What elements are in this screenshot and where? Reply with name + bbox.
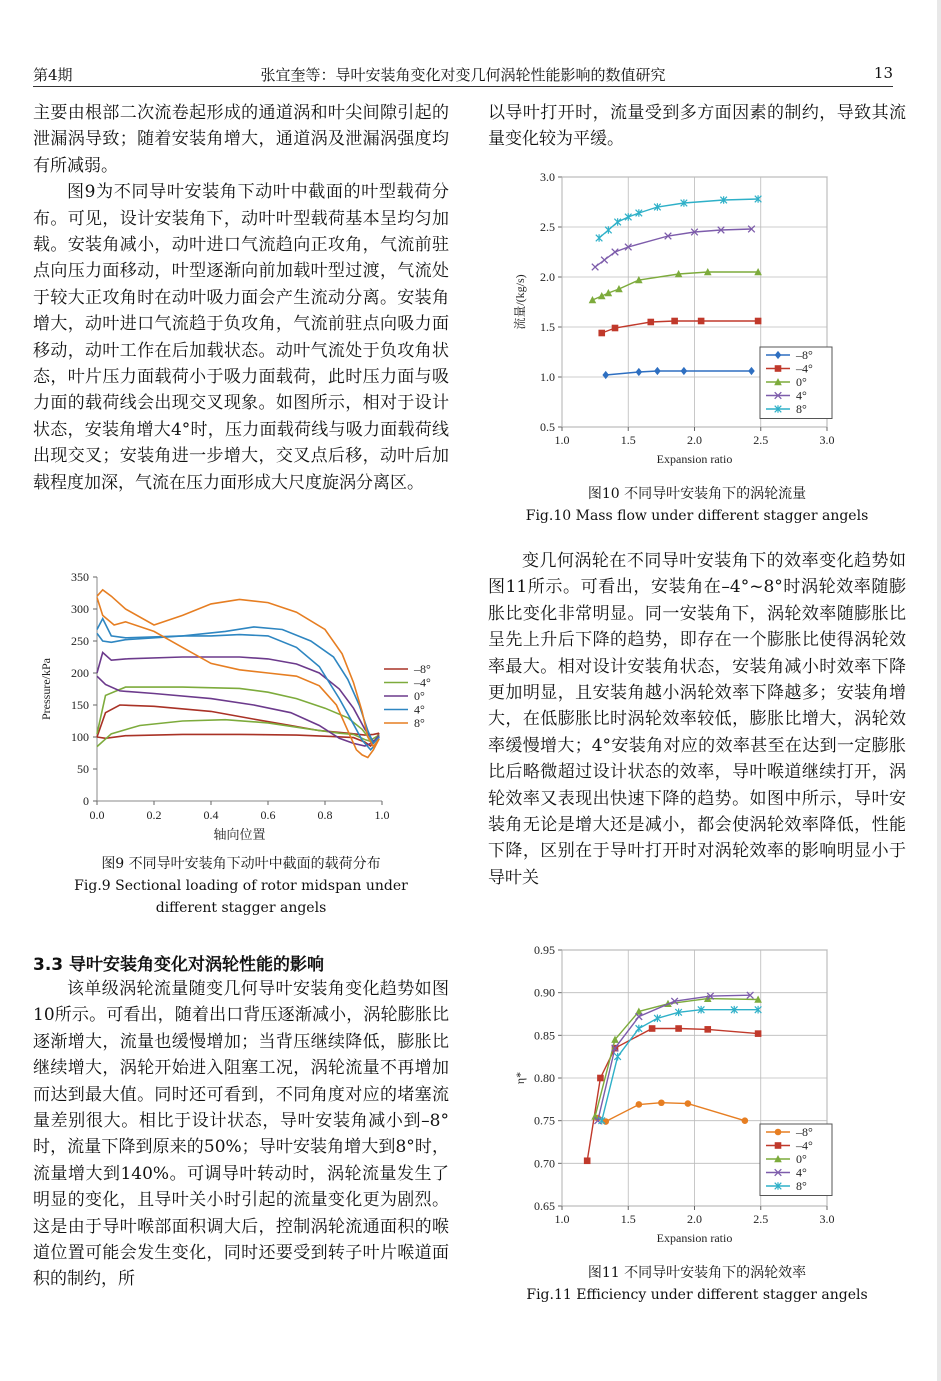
- series-line-lower: [97, 733, 379, 746]
- x-tick-label: 2.5: [753, 433, 769, 447]
- issue-number: 第4期: [33, 66, 73, 84]
- legend-marker: [775, 365, 782, 372]
- legend-label: 0°: [796, 375, 807, 389]
- series-line-upper: [97, 619, 379, 744]
- x-tick-label: 3.0: [819, 433, 835, 447]
- y-tick-label: 2.0: [540, 270, 555, 284]
- y-tick-label: 1.5: [540, 320, 555, 334]
- data-point: [671, 318, 678, 325]
- data-point: [615, 285, 623, 292]
- legend-label: 0°: [796, 1152, 807, 1166]
- legend-label: –4°: [796, 1138, 813, 1153]
- y-tick-label: 0.80: [534, 1071, 555, 1085]
- x-axis-label: Expansion ratio: [656, 1231, 733, 1245]
- data-point: [614, 1053, 621, 1061]
- x-tick-label: 1.0: [374, 808, 390, 822]
- data-point: [601, 257, 608, 264]
- y-tick-label: 150: [71, 698, 89, 712]
- data-point: [636, 1101, 643, 1108]
- x-tick-label: 0.6: [260, 808, 276, 822]
- series-line: [593, 272, 759, 300]
- fig9-chart: [20, 565, 480, 845]
- data-point: [649, 1025, 656, 1032]
- right-column-middle: [488, 548, 906, 891]
- y-tick-label: 0: [83, 794, 89, 808]
- y-tick-label: 0.75: [534, 1113, 555, 1128]
- x-axis-label: Expansion ratio: [656, 452, 733, 466]
- y-tick-label: 0.65: [534, 1199, 555, 1213]
- series-line: [595, 999, 758, 1117]
- fig9-caption-en-2: different stagger angels: [155, 900, 327, 916]
- y-tick-label: 350: [71, 570, 89, 584]
- x-tick-label: 3.0: [819, 1212, 835, 1226]
- paragraph: 以导叶打开时，流量受到多方面因素的制约，导致其流量变化较为平缓。: [488, 103, 906, 150]
- fig10-caption-cn: 图10 不同导叶安装角下的涡轮流量: [587, 486, 807, 502]
- data-point: [685, 1100, 692, 1107]
- y-axis-label: η*: [513, 1071, 527, 1085]
- y-tick-label: 200: [71, 666, 89, 680]
- series-line-upper: [97, 590, 379, 747]
- data-point: [742, 1117, 749, 1124]
- paragraph: 主要由根部二次流卷起形成的通道涡和叶尖间隙引起的泄漏涡导致；随着安装角增大，通道涡及泄漏涡强度均有所减弱。: [33, 103, 449, 176]
- paragraph: 变几何涡轮在不同导叶安装角下的效率变化趋势如图11所示。可看出，安装角在–4°~8°时涡轮效率随膨胀比变化非常明显。同一安装角下，涡轮效率随膨胀比呈先上升后下降的趋势，即存在一个膨胀比使得涡轮效率最大。相对设计安装角状态，安装角减小时效率下降更加明显，且安装角越小涡轮效率下降越多；安装角增大，在低膨胀比时涡轮效率较低，膨胀比增大，涡轮效率缓慢增大；4°安装角对应的效率甚至在达到一定膨胀比后略微超过设计状态的效率，导叶喉道继续打开，涡轮效率又表现出快速下降的趋势。如图中所示，导叶安装角无论是增大还是减小，都会使涡轮效率降低，性能下降，区别在于导叶打开时对涡轮效率的影响明显小于导叶关: [488, 551, 906, 888]
- y-axis-label: Pressure/kPa: [39, 658, 53, 720]
- data-point: [755, 318, 762, 325]
- x-tick-label: 0.2: [146, 808, 162, 822]
- series-line: [599, 199, 758, 238]
- y-tick-label: 3.0: [540, 170, 555, 184]
- running-title: 张宜奎等：导叶安装角变化对变几何涡轮性能影响的数值研究: [260, 66, 666, 84]
- data-point: [704, 1026, 711, 1033]
- data-point: [596, 234, 603, 242]
- y-tick-label: 0.90: [534, 985, 555, 1000]
- legend-label: –4°: [796, 361, 813, 376]
- fig10-caption: [488, 483, 906, 527]
- paragraph: 图9为不同导叶安装角下动叶中截面的叶型载荷分布。可见，设计安装角下，动叶叶型载荷基本呈均匀加载。安装角减小，动叶进口气流趋向正攻角，气流前驻点向压力面移动，叶型逐渐向前加载叶型过渡，气流处于较大正攻角时在动叶吸力面会产生流动分离。安装角增大，动叶进口气流趋于负攻角，气流前驻点向吸力面移动，动叶工作在后加载状态。动叶气流处于负攻角状态，叶片压力面载荷小于吸力面载荷，此时压力面与吸力面的载荷线会出现交叉现象。如图所示，相对于设计状态，安装角增大4°时，压力面载荷线与吸力面载荷线出现交叉；安装角进一步增大，交叉点后移，动叶后加载程度加深，气流在压力面形成大尺度旋涡分离区。: [33, 182, 449, 493]
- x-tick-label: 1.0: [554, 433, 570, 447]
- y-axis-label: 流量/(kg/s): [513, 274, 527, 330]
- data-point: [636, 1025, 643, 1033]
- y-tick-label: 1.0: [540, 370, 555, 384]
- x-tick-label: 1.5: [620, 433, 636, 447]
- page-header: [33, 62, 893, 87]
- legend-label: 4°: [414, 702, 425, 717]
- paragraph: 该单级涡轮流量随变几何导叶安装角变化趋势如图10所示。可看出，随着出口背压逐渐减小，涡轮膨胀比逐渐增大，流量也缓慢增加；当背压继续降低，膨胀比继续增大，涡轮开始进入阻塞工况，涡轮流量不再增加而达到最大值。同时还可看到，不同角度对应的堵塞流量差别很大。相比于设计状态，导叶安装角减小到–8°时，流量下降到原来的50%；导叶安装角增大到8°时，流量增大到140%。可调导叶转动时，涡轮流量发生了明显的变化，且导叶关小时引起的流量变化更为剧烈。这是由于导叶喉部面积调大后，控制涡轮流通面积的喉道位置可能会发生变化，同时还要受到转子叶片喉道面积的制约，所: [33, 979, 449, 1290]
- right-column-top: [488, 100, 906, 153]
- data-point: [625, 213, 632, 221]
- legend-label: 4°: [796, 1165, 807, 1180]
- left-column-bottom: [33, 976, 449, 1293]
- x-axis-label: 轴向位置: [213, 827, 266, 842]
- fig11-caption: [488, 1262, 906, 1306]
- data-point: [698, 318, 705, 325]
- series-line-upper: [97, 653, 379, 742]
- y-tick-label: 0.85: [534, 1028, 555, 1043]
- data-point: [598, 292, 606, 299]
- data-point: [636, 368, 643, 376]
- series-8°: [598, 1006, 761, 1125]
- data-point: [647, 319, 654, 326]
- x-tick-label: 2.0: [687, 433, 702, 447]
- fig10-caption-en: Fig.10 Mass flow under different stagger angels: [525, 508, 869, 524]
- data-point: [748, 367, 755, 375]
- data-point: [612, 325, 619, 332]
- series-0°: [589, 268, 762, 303]
- data-point: [755, 1030, 762, 1037]
- left-column-top: [33, 100, 449, 496]
- fig11-caption-en: Fig.11 Efficiency under different stagger angels: [526, 1287, 868, 1303]
- legend-label: –8°: [796, 1125, 813, 1139]
- legend-label: –4°: [414, 675, 431, 690]
- x-tick-label: 0.4: [203, 808, 219, 822]
- y-tick-label: 250: [71, 634, 89, 648]
- data-point: [675, 1025, 682, 1032]
- fig9-caption-cn: 图9 不同导叶安装角下动叶中截面的载荷分布: [101, 856, 381, 872]
- series-4°: [592, 226, 755, 271]
- y-tick-label: 2.5: [540, 220, 555, 234]
- legend-label: 0°: [414, 689, 425, 703]
- page-number: 13: [873, 64, 893, 82]
- data-point: [614, 218, 621, 226]
- y-tick-label: 300: [71, 602, 89, 616]
- data-point: [598, 330, 605, 337]
- section-heading: 3.3 导叶安装角变化对涡轮性能的影响: [33, 955, 325, 975]
- data-point: [654, 367, 661, 375]
- fig11-chart: [490, 938, 910, 1253]
- data-point: [605, 226, 612, 234]
- data-point: [592, 264, 599, 271]
- data-point: [597, 1075, 604, 1082]
- x-tick-label: 1.5: [620, 1212, 636, 1226]
- series-line: [598, 1103, 745, 1122]
- x-tick-label: 0.0: [89, 808, 105, 822]
- fig9-caption-en-1: Fig.9 Sectional loading of rotor midspan under: [74, 878, 408, 894]
- y-tick-label: 100: [71, 730, 89, 744]
- series-4°: [97, 619, 379, 750]
- legend-label: –8°: [796, 348, 813, 362]
- legend-label: 8°: [796, 1179, 807, 1193]
- series-–4°: [584, 1025, 762, 1164]
- x-tick-label: 1.0: [554, 1212, 570, 1226]
- x-tick-label: 2.0: [687, 1212, 702, 1226]
- data-point: [602, 371, 609, 379]
- legend-marker: [775, 1129, 782, 1136]
- y-tick-label: 0.5: [540, 420, 555, 434]
- fig10-chart: [490, 165, 910, 475]
- y-tick-label: 0.70: [534, 1156, 555, 1171]
- data-point: [584, 1157, 591, 1164]
- legend-label: 8°: [796, 402, 807, 416]
- legend-marker: [775, 1142, 782, 1149]
- legend-label: 4°: [796, 388, 807, 403]
- x-tick-label: 0.8: [317, 808, 333, 822]
- series-line: [606, 371, 752, 375]
- data-point: [681, 367, 688, 375]
- data-point: [658, 1099, 665, 1106]
- legend-label: –8°: [414, 662, 431, 676]
- fig11-caption-cn: 图11 不同导叶安装角下的涡轮效率: [587, 1265, 807, 1281]
- page-edge: [937, 0, 941, 1381]
- data-point: [589, 296, 597, 303]
- legend-label: 8°: [414, 716, 425, 730]
- y-tick-label: 50: [77, 762, 89, 776]
- data-point: [612, 249, 619, 256]
- series-line-lower: [97, 720, 379, 747]
- y-tick-label: 0.95: [534, 943, 555, 957]
- x-tick-label: 2.5: [753, 1212, 769, 1226]
- fig9-caption: [33, 853, 449, 919]
- series-line: [595, 229, 751, 267]
